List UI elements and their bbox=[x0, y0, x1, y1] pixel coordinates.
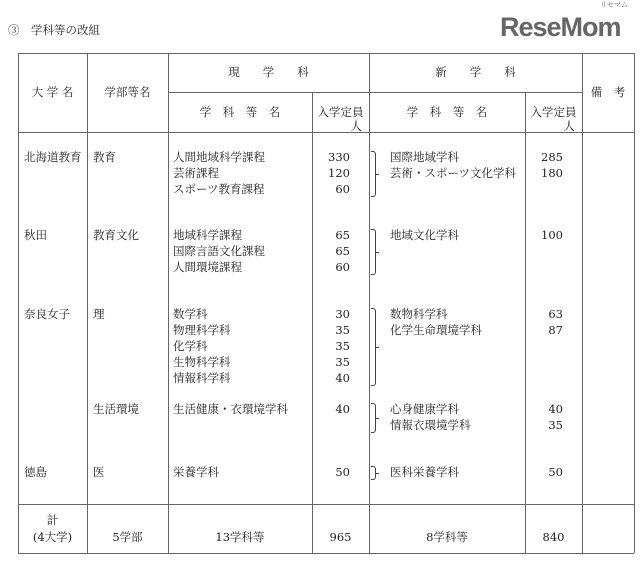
col-line bbox=[369, 53, 370, 553]
bracket-icon bbox=[371, 308, 376, 386]
col-line bbox=[582, 53, 583, 553]
new-dept-name: 心身健康学科 bbox=[390, 402, 459, 416]
faculty-name: 教育 bbox=[93, 150, 116, 164]
current-dept-name: 情報科学科 bbox=[173, 371, 231, 385]
table-border-bottom bbox=[18, 553, 634, 554]
current-dept-capacity: 330 bbox=[328, 150, 350, 164]
current-dept-capacity: 30 bbox=[335, 307, 350, 321]
total-new-capacity: 840 bbox=[542, 530, 565, 544]
university-name: 奈良女子 bbox=[24, 307, 70, 321]
total-row-top bbox=[18, 504, 634, 505]
university-name: 徳島 bbox=[24, 465, 47, 479]
current-dept-name: 物理科学科 bbox=[173, 323, 231, 337]
bracket-icon bbox=[371, 151, 376, 197]
new-dept-capacity: 63 bbox=[548, 307, 563, 321]
faculty-name: 理 bbox=[93, 307, 105, 321]
header-new-capacity: 入学定員 bbox=[530, 105, 577, 119]
bracket-icon bbox=[371, 229, 376, 275]
unit-label: 人 bbox=[563, 119, 575, 133]
current-dept-name: 生物科学科 bbox=[173, 355, 231, 369]
new-dept-capacity: 180 bbox=[541, 166, 563, 180]
current-dept-capacity: 35 bbox=[335, 323, 350, 337]
current-dept-capacity: 60 bbox=[335, 182, 350, 196]
new-dept-name: 地域文化学科 bbox=[390, 228, 459, 242]
col-line bbox=[634, 53, 635, 553]
faculty-name: 生活環境 bbox=[93, 402, 139, 416]
current-dept-capacity: 40 bbox=[335, 371, 350, 385]
header-current-capacity: 入学定員 bbox=[317, 105, 364, 119]
bracket-icon bbox=[371, 403, 376, 433]
current-dept-name: 栄養学科 bbox=[173, 465, 219, 479]
new-dept-capacity: 100 bbox=[541, 228, 563, 242]
total-label: 計 bbox=[46, 513, 59, 527]
total-current-capacity: 965 bbox=[329, 530, 352, 544]
col-line bbox=[168, 53, 169, 553]
total-faculties: 5学部 bbox=[112, 530, 143, 544]
current-dept-name: 人間環境課程 bbox=[173, 260, 242, 274]
header-new-dept: 学 科 等 名 bbox=[406, 105, 488, 119]
new-dept-name: 情報衣環境学科 bbox=[390, 418, 471, 432]
new-dept-name: 芸術・スポーツ文化学科 bbox=[390, 166, 517, 180]
current-dept-capacity: 65 bbox=[335, 244, 350, 258]
new-dept-capacity: 40 bbox=[548, 402, 563, 416]
faculty-name: 医 bbox=[93, 465, 105, 479]
current-dept-capacity: 120 bbox=[328, 166, 350, 180]
current-dept-capacity: 35 bbox=[335, 339, 350, 353]
new-dept-name: 医科栄養学科 bbox=[390, 465, 459, 479]
new-dept-capacity: 35 bbox=[548, 418, 563, 432]
new-dept-name: 国際地域学科 bbox=[390, 150, 459, 164]
faculty-name: 教育文化 bbox=[93, 228, 139, 242]
current-dept-capacity: 60 bbox=[335, 260, 350, 274]
current-dept-name: 人間地域科学課程 bbox=[173, 150, 265, 164]
total-sublabel: (4大学) bbox=[32, 530, 73, 544]
current-dept-capacity: 50 bbox=[335, 465, 350, 479]
new-dept-capacity: 87 bbox=[548, 323, 563, 337]
total-new-depts: 8学科等 bbox=[426, 530, 468, 544]
table-border-top bbox=[18, 53, 634, 54]
current-dept-name: 地域科学課程 bbox=[173, 228, 242, 242]
new-dept-capacity: 285 bbox=[541, 150, 563, 164]
university-name: 北海道教育 bbox=[24, 150, 82, 164]
total-current-depts: 13学科等 bbox=[215, 530, 265, 544]
header-faculty: 学部等名 bbox=[104, 85, 151, 99]
new-dept-name: 化学生命環境学科 bbox=[390, 323, 482, 337]
header-new: 新 学 科 bbox=[435, 65, 516, 79]
new-dept-capacity: 50 bbox=[548, 465, 563, 479]
current-dept-name: 数学科 bbox=[173, 307, 208, 321]
section-title: ③ 学科等の改組 bbox=[8, 23, 100, 37]
col-line bbox=[87, 53, 88, 553]
header-current-dept: 学 科 等 名 bbox=[199, 105, 281, 119]
current-dept-name: スポーツ教育課程 bbox=[173, 182, 265, 196]
header-divider bbox=[168, 92, 582, 93]
bracket-icon bbox=[371, 466, 376, 480]
new-dept-name: 数物科学科 bbox=[390, 307, 448, 321]
header-current: 現 学 科 bbox=[228, 65, 309, 79]
current-dept-capacity: 65 bbox=[335, 228, 350, 242]
current-dept-name: 化学科 bbox=[173, 339, 208, 353]
header-university: 大 学 名 bbox=[31, 85, 74, 99]
watermark-sublabel: リセマム bbox=[600, 2, 628, 9]
unit-label: 人 bbox=[350, 119, 362, 133]
current-dept-name: 芸術課程 bbox=[173, 166, 219, 180]
header-remarks: 備 考 bbox=[590, 85, 626, 99]
current-dept-name: 国際言語文化課程 bbox=[173, 244, 265, 258]
col-line bbox=[18, 53, 19, 553]
current-dept-capacity: 35 bbox=[335, 355, 350, 369]
current-dept-capacity: 40 bbox=[335, 402, 350, 416]
watermark-logo: ReseMom bbox=[500, 12, 621, 42]
university-name: 秋田 bbox=[24, 228, 47, 242]
current-dept-name: 生活健康・衣環境学科 bbox=[173, 402, 288, 416]
